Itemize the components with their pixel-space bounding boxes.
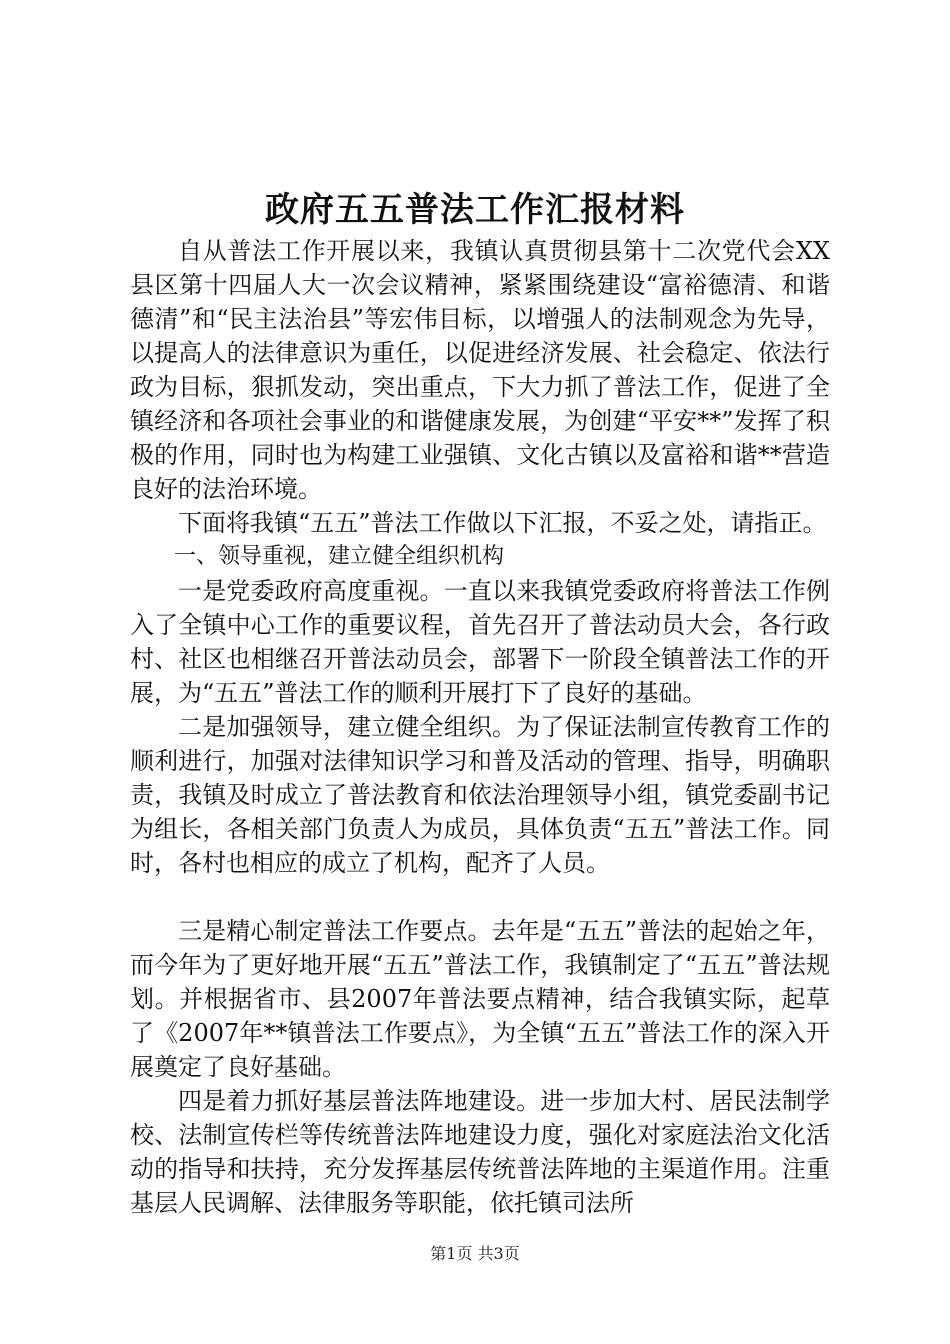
paragraph-gap xyxy=(130,880,830,914)
document-body xyxy=(130,234,830,1220)
paragraph-point-1: 一是党委政府高度重视。一直以来我镇党委政府将普法工作例入了全镇中心工作的重要议程，首先召开了普法动员大会，各行政村、社区也相继召开普法动员会，部署下一阶段全镇普法工作的开展，为“五五”普法工作的顺利开展打下了良好的基础。 xyxy=(130,577,830,707)
paragraph-intro: 自从普法工作开展以来，我镇认真贯彻县第十二次党代会XX县区第十四届人大一次会议精神，紧紧围绕建设“富裕德清、和谐德清”和“民主法治县”等宏伟目标，以增强人的法制观念为先导，以提高人的法律意识为重任，以促进经济发展、社会稳定、依法行政为目标，狠抓发动，突出重点，下大力抓了普法工作，促进了全镇经济和各项社会事业的和谐健康发展，为创建“平安**”发挥了积极的作用，同时也为构建工业强镇、文化古镇以及富裕和谐**营造良好的法治环境。 xyxy=(130,237,830,503)
page-number-footer: 第1页 共3页 xyxy=(430,1244,520,1263)
paragraph-point-3: 三是精心制定普法工作要点。去年是“五五”普法的起始之年，而今年为了更好地开展“五五”普法工作，我镇制定了“五五”普法规划。并根据省市、县2007年普法要点精神，结合我镇实际，起草了《2007年**镇普法工作要点》，为全镇“五五”普法工作的深入开展奠定了良好基础。 xyxy=(130,917,830,1081)
document-title: 政府五五普法工作汇报材料 xyxy=(265,190,685,230)
section-heading-1: 一、领导重视，建立健全组织机构 xyxy=(174,544,505,569)
paragraph-report-intro: 下面将我镇“五五”普法工作做以下汇报，不妥之处，请指正。 xyxy=(178,509,827,537)
paragraph-point-4: 四是着力抓好基层普法阵地建设。进一步加大村、居民法制学校、法制宣传栏等传统普法阵地建设力度，强化对家庭法治文化活动的指导和扶持，充分发挥基层传统普法阵地的主渠道作用。注重基层人民调解、法律服务等职能，依托镇司法所 xyxy=(130,1087,830,1217)
paragraph-point-2: 二是加强领导，建立健全组织。为了保证法制宣传教育工作的顺利进行，加强对法律知识学习和普及活动的管理、指导，明确职责，我镇及时成立了普法教育和依法治理领导小组，镇党委副书记为组长，各相关部门负责人为成员，具体负责“五五”普法工作。同时，各村也相应的成立了机构，配齐了人员。 xyxy=(130,713,830,877)
